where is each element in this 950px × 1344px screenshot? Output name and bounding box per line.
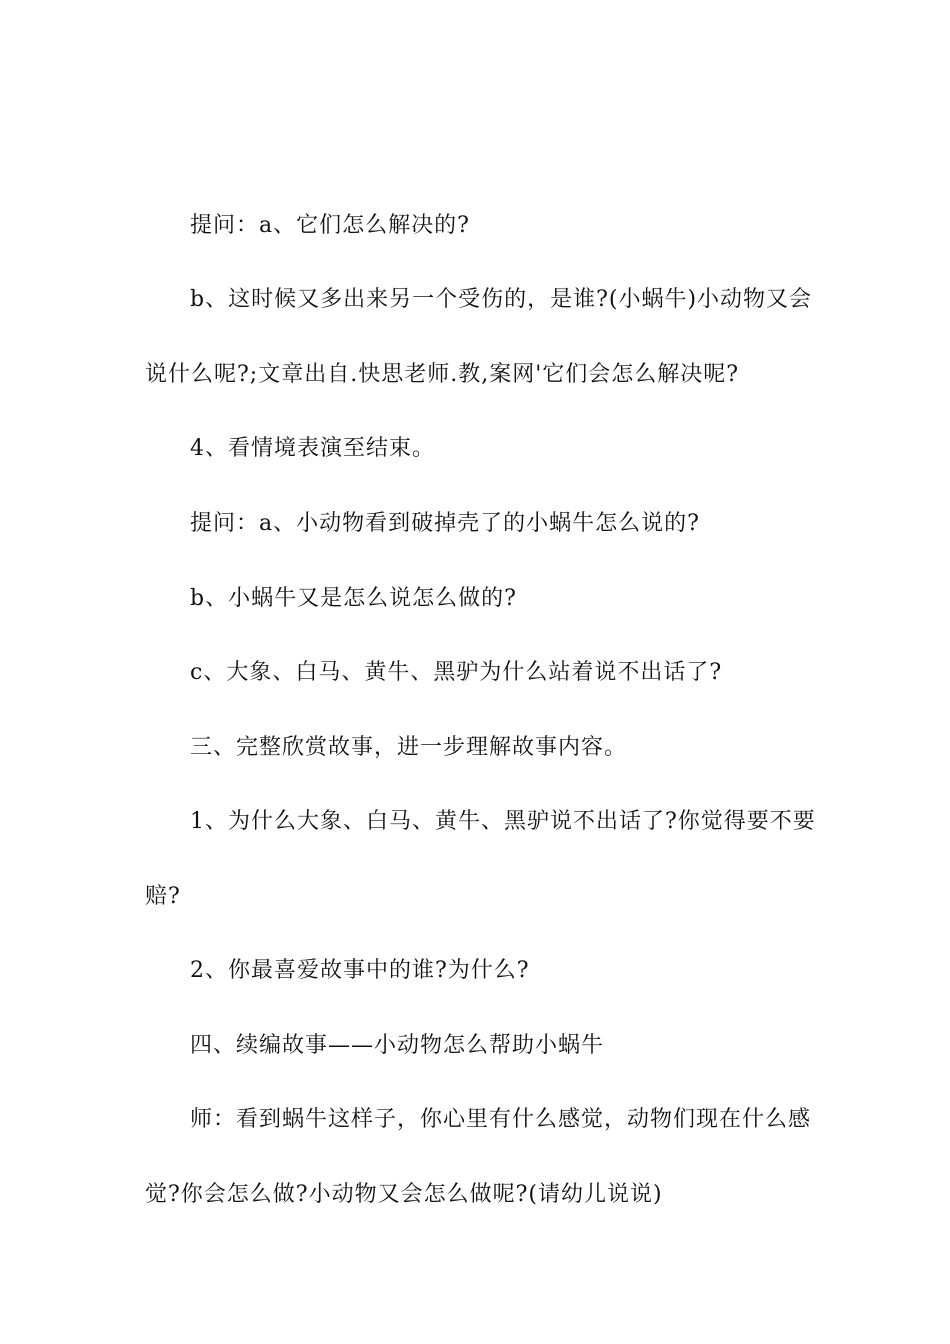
paragraph-line: 三、完整欣赏故事，进一步理解故事内容。 (190, 735, 628, 760)
paragraph-line: 说什么呢?;文章出自.快思老师.教,案网'它们会怎么解决呢? (145, 362, 740, 387)
paragraph-line: 四、续编故事——小动物怎么帮助小蜗牛 (190, 1033, 605, 1058)
paragraph-line: b、这时候又多出来另一个受伤的，是谁?(小蜗牛)小动物又会 (190, 287, 813, 312)
paragraph-line: 4、看情境表演至结束。 (190, 436, 435, 461)
paragraph-line: 赔? (145, 884, 181, 909)
paragraph-line: 觉?你会怎么做?小动物又会怎么做呢?(请幼儿说说) (145, 1182, 663, 1207)
paragraph-line: 2、你最喜爱故事中的谁?为什么? (190, 958, 530, 983)
paragraph-line: 师：看到蜗牛这样子，你心里有什么感觉，动物们现在什么感 (190, 1107, 812, 1132)
paragraph-line: 提问：a、小动物看到破掉壳了的小蜗牛怎么说的? (190, 511, 700, 536)
paragraph-line: b、小蜗牛又是怎么说怎么做的? (190, 586, 517, 611)
paragraph-line: c、大象、白马、黄牛、黑驴为什么站着说不出话了? (190, 660, 723, 685)
paragraph-line: 提问：a、它们怎么解决的? (190, 213, 470, 238)
paragraph-line: 1、为什么大象、白马、黄牛、黑驴说不出话了?你觉得要不要 (190, 809, 816, 834)
